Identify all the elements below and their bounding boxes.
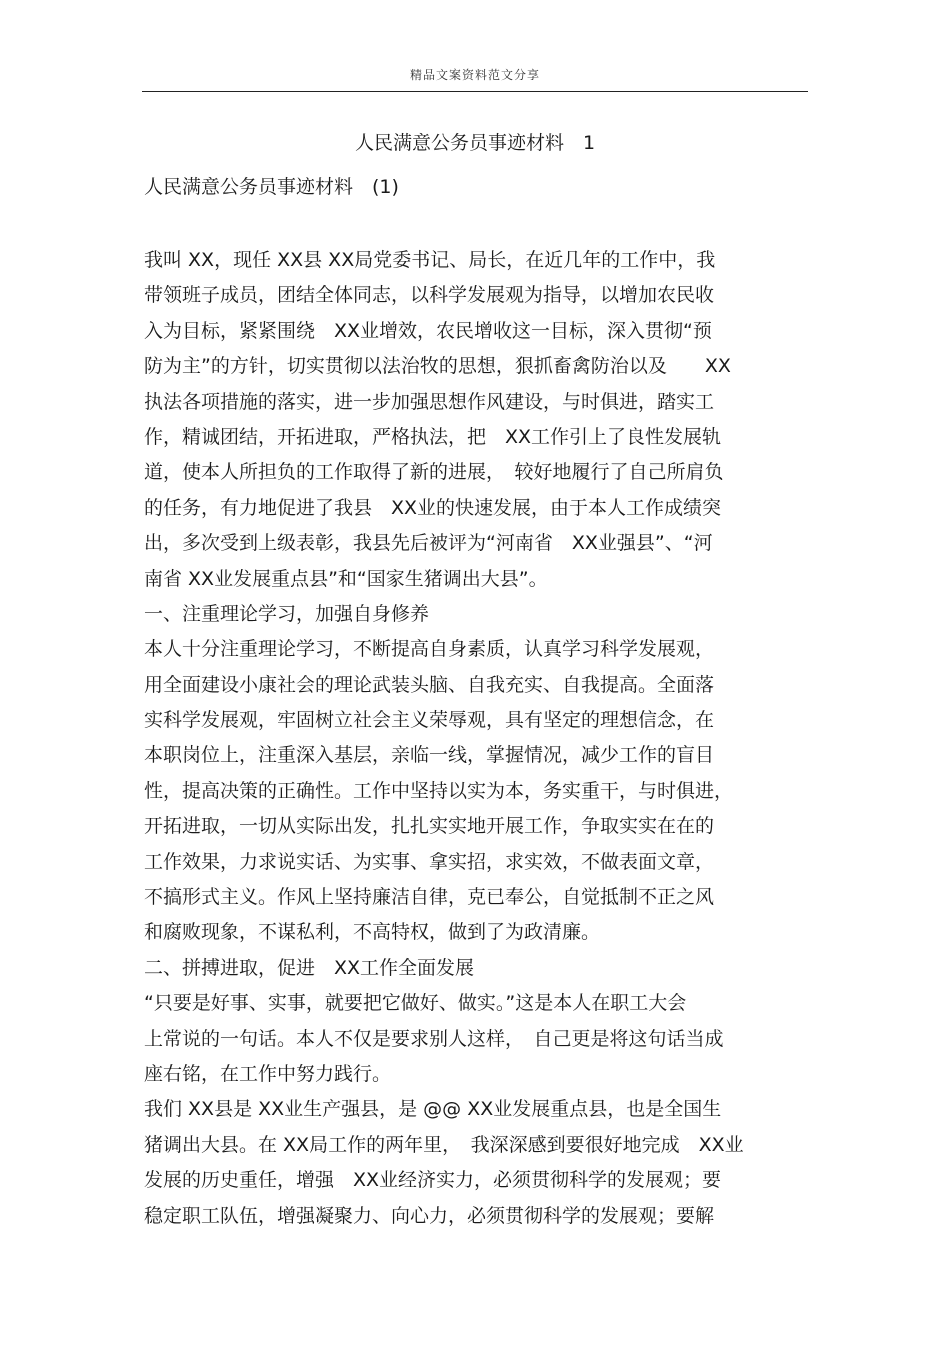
body-line: 带领班子成员，团结全体同志，以科学发展观为指导，以增加农民收 <box>144 284 715 307</box>
body-line: “只要是好事、实事，就要把它做好、做实。”这是本人在职工大会 <box>144 992 687 1015</box>
body-line: 稳定职工队伍，增强凝聚力、向心力，必须贯彻科学的发展观；要解 <box>144 1204 715 1227</box>
body-line: 道，使本人所担负的工作取得了新的进展， 较好地履行了自己所肩负 <box>144 461 724 484</box>
body-line: 工作效果，力求说实话、为实事、拿实招，求实效，不做表面文章， <box>144 850 715 873</box>
body-line: 开拓进取，一切从实际出发，扎扎实实地开展工作，争取实实在在的 <box>144 815 715 838</box>
body-line: 性，提高决策的正确性。工作中坚持以实为本，务实重干，与时俱进， <box>144 779 734 802</box>
body-line: 作，精诚团结，开拓进取，严格执法，把 XX工作引上了良性发展轨 <box>144 425 722 448</box>
page-header: 精品文案资料范文分享 <box>409 68 540 82</box>
section-heading: 一、注重理论学习，加强自身修养 <box>144 602 430 625</box>
section-heading: 二、拼搏进取，促进 XX工作全面发展 <box>144 956 475 979</box>
body-line: 发展的历史重任，增强 XX业经济实力，必须贯彻科学的发展观；要 <box>144 1169 722 1192</box>
body-line: 入为目标，紧紧围绕 XX业增效，农民增收这一目标，深入贯彻“预 <box>144 319 712 342</box>
body-line: 南省 XX业发展重点县”和“国家生猪调出大县”。 <box>144 567 548 590</box>
document-title: 人民满意公务员事迹材料 1 <box>354 132 596 154</box>
body-line: 执法各项措施的落实，进一步加强思想作风建设，与时俱进，踏实工 <box>144 390 715 413</box>
body-line: 防为主”的方针，切实贯彻以法治牧的思想，狠抓畜禽防治以及 XX <box>144 355 731 378</box>
body-line: 本职岗位上，注重深入基层，亲临一线，掌握情况，减少工作的盲目 <box>144 744 715 767</box>
body-line: 不搞形式主义。作风上坚持廉洁自律，克已奉公，自觉抵制不正之风 <box>144 886 715 909</box>
body-line: 用全面建设小康社会的理论武装头脑、自我充实、自我提高。全面落 <box>144 673 715 696</box>
body-line: 的任务，有力地促进了我县 XX业的快速发展，由于本人工作成绩突 <box>144 496 722 519</box>
body-line: 猪调出大县。在 XX局工作的两年里， 我深深感到要很好地完成 XX业 <box>144 1133 744 1156</box>
header-divider <box>142 91 808 92</box>
body-line: 出，多次受到上级表彰，我县先后被评为“河南省 XX业强县”、“河 <box>144 532 713 555</box>
document-body <box>144 243 824 1234</box>
body-line: 我叫 XX，现任 XX县 XX局党委书记、局长，在近几年的工作中，我 <box>144 249 716 271</box>
body-line: 和腐败现象，不谋私利，不高特权，做到了为政清廉。 <box>144 921 601 944</box>
body-line: 上常说的一句话。本人不仅是要求别人这样， 自己更是将这句话当成 <box>144 1027 724 1050</box>
body-line: 本人十分注重理论学习，不断提高自身素质，认真学习科学发展观， <box>144 638 715 661</box>
body-line: 座右铭，在工作中努力践行。 <box>144 1062 392 1085</box>
body-line: 实科学发展观，牢固树立社会主义荣辱观，具有坚定的理想信念，在 <box>144 709 715 732</box>
body-line: 我们 XX县是 XX业生产强县，是 @@ XX业发展重点县，也是全国生 <box>144 1098 722 1121</box>
document-subtitle: 人民满意公务员事迹材料 (1) <box>144 176 399 198</box>
